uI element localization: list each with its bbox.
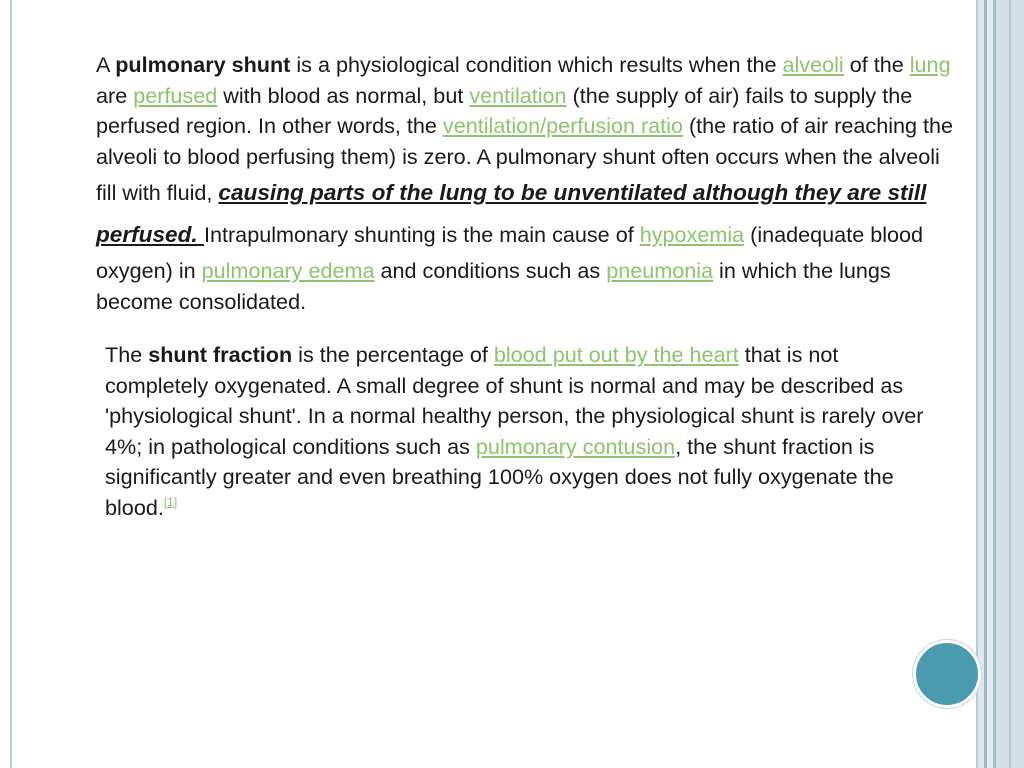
text-run: (the ratio of air reaching the alveoli to blood perfusing them) is zero. A pulmonary shunt often occurs when the alveoli fill with fluid, <box>96 113 954 206</box>
text-run: with blood as normal, but <box>217 82 470 108</box>
text-run: (inadequate blood oxygen) in <box>96 222 924 284</box>
link-pulmonary-contusion[interactable]: pulmonary contusion <box>475 433 676 459</box>
link-hypoxemia[interactable]: hypoxemia <box>639 222 745 248</box>
link-perfused[interactable]: perfused <box>133 82 218 108</box>
emphasis-unventilated: causing parts of the lung to be unventilated although they are still perfused. <box>96 180 927 248</box>
paragraph-shunt-fraction <box>105 340 935 524</box>
term-shunt-fraction: shunt fraction <box>148 342 293 367</box>
text-run: is the percentage of <box>292 342 494 367</box>
text-run: of the <box>843 52 910 77</box>
link-alveoli[interactable]: alveoli <box>782 52 844 77</box>
border-stripe <box>1009 0 1011 768</box>
text-run: , the shunt fraction is significantly greater and even breathing 100% oxygen does not fully oxygenate the blood. <box>105 433 894 520</box>
decorative-circle <box>913 640 981 708</box>
link-pulmonary-edema[interactable]: pulmonary edema <box>201 258 375 284</box>
text-run: is a physiological condition which results when the <box>290 52 783 77</box>
link-lung[interactable]: lung <box>909 52 951 77</box>
term-pulmonary-shunt: pulmonary shunt <box>115 52 291 77</box>
text-run: in which the lungs become consolidated. <box>96 258 891 314</box>
link-blood-put-out-by-heart[interactable]: blood put out by the heart <box>493 342 739 367</box>
link-pneumonia[interactable]: pneumonia <box>606 258 714 284</box>
text-run: Intrapulmonary shunting is the main cause of <box>203 222 640 248</box>
text-run: are <box>96 82 134 108</box>
link-ventilation-perfusion-ratio[interactable]: ventilation/perfusion ratio <box>442 113 683 139</box>
text-run: The <box>105 342 149 367</box>
text-run: (the supply of air) fails to supply the perfused region. In other words, the <box>96 82 913 139</box>
paragraph-pulmonary-shunt <box>96 50 956 318</box>
text-run: and conditions such as <box>374 258 607 284</box>
text-run: that is not completely oxygenated. A small degree of shunt is normal and may be described as 'physiological shunt'. In a normal healthy person, the physiological shunt is rarely over 4%; in pathological conditions such as <box>105 342 924 459</box>
text-run: A <box>96 52 116 77</box>
reference-link-1[interactable]: [1] <box>163 494 178 509</box>
link-ventilation[interactable]: ventilation <box>469 82 567 108</box>
